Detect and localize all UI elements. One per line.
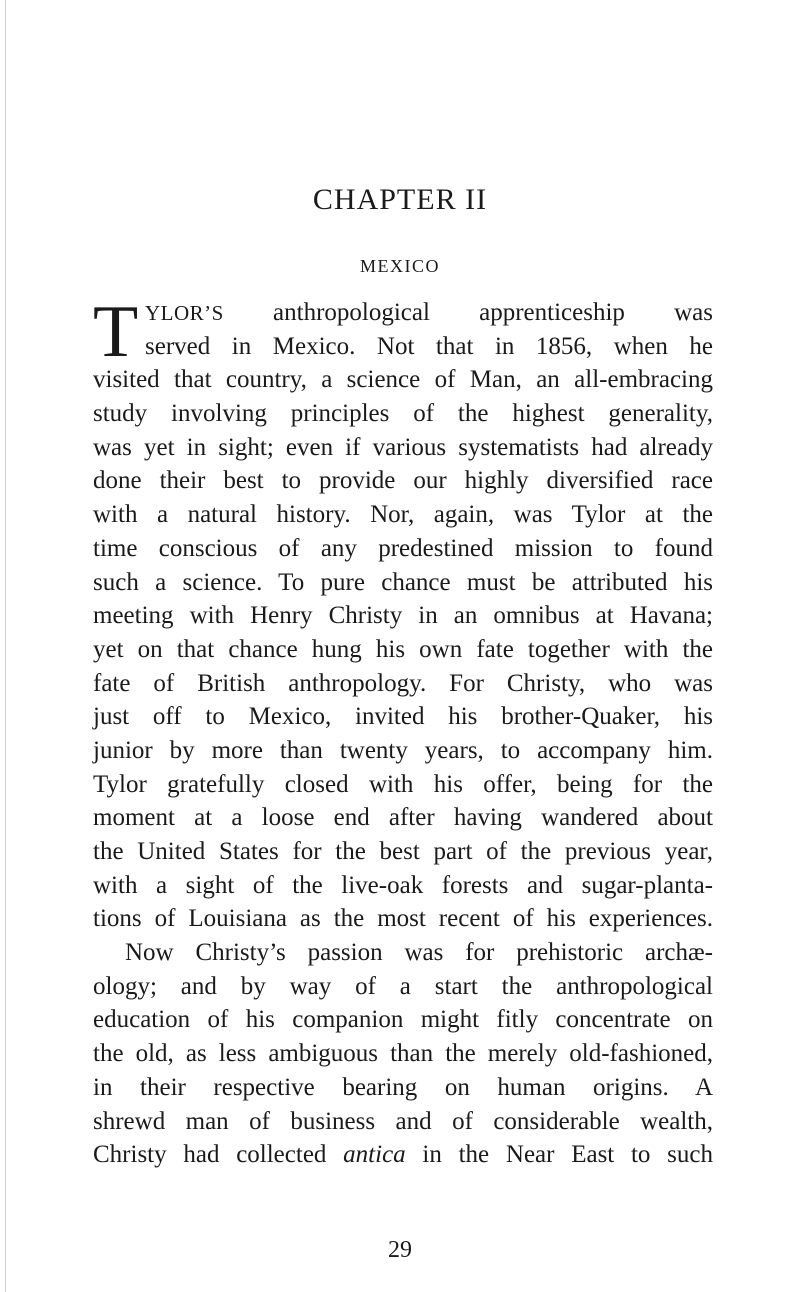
drop-cap: T [93,291,139,373]
text-line-21: ology; and by way of a start the anthropological [93,972,713,1000]
text-line-13: just off to Mexico, invited his brother-Quaker, his [93,703,713,731]
text-line-12: fate of British anthropology. For Christy, who was [93,669,713,697]
text-line-19: tions of Louisiana as the most recent of his experiences. [93,905,713,933]
small-caps-word: YLOR’S [145,301,224,325]
text-line-4: study involving principles of the highest generality, [93,400,713,428]
text-line-9: such a science. To pure chance must be attributed his [93,568,713,596]
text-line-5: was yet in sight; even if various systematists had already [93,433,713,461]
text-line-15: Tylor gratefully closed with his offer, being for the [93,770,713,798]
text-line-22: education of his companion might fitly concentrate on [93,1006,713,1034]
text-line-18: with a sight of the live-oak forests and sugar-planta- [93,871,713,899]
chapter-heading: CHAPTER II [312,183,488,216]
text-line-1 [93,296,713,330]
text-line-24: in their respective bearing on human origins. A [93,1073,713,1101]
text-line-14: junior by more than twenty years, to accompany him. [93,736,713,764]
text-line-20: Now Christy’s passion was for prehistoric archæ- [125,939,713,967]
text-line-6: done their best to provide our highly diversified race [93,467,713,495]
text-line-2: served in Mexico. Not that in 1856, when he [145,332,713,360]
text-line-1-rest: anthropological apprenticeship was [223,299,713,326]
body-text [93,291,713,1172]
text-line-23: the old, as less ambiguous than the merely old-fashioned, [93,1040,713,1068]
page-number: 29 [388,1237,412,1263]
text-line-16: moment at a loose end after having wandered about [93,804,713,832]
text-line-3: visited that country, a science of Man, an all-embracing [93,366,713,394]
text-line-8: time conscious of any predestined mission to found [93,534,713,562]
text-line-25: shrewd man of business and of considerable wealth, [93,1107,713,1135]
text-line-7: with a natural history. Nor, again, was Tylor at the [93,501,713,529]
text-line-26-a: Christy had collected [93,1141,344,1169]
chapter-title: MEXICO [360,256,440,276]
text-line-26 [93,1138,713,1172]
text-line-26-b: in the Near East to such [405,1141,713,1169]
text-line-11: yet on that chance hung his own fate together with the [93,635,713,663]
italic-word: antica [343,1141,406,1169]
text-line-10: meeting with Henry Christy in an omnibus at Havana; [93,602,713,630]
text-line-17: the United States for the best part of the previous year, [93,838,713,865]
